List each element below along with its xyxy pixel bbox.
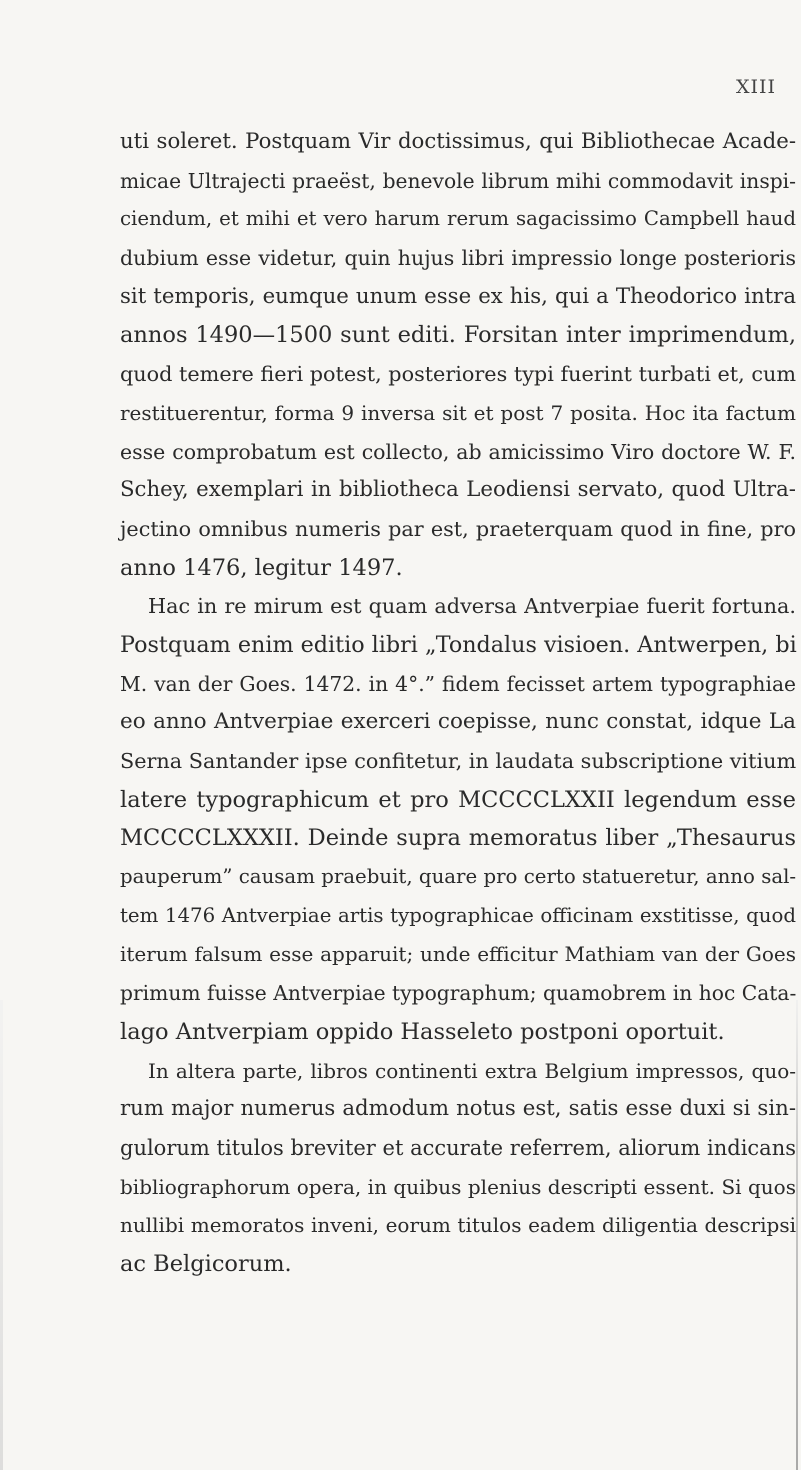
text-line: latere typographicum et pro MCCCCLXXII legendum esse (120, 786, 796, 813)
text-line: jectino omnibus numeris par est, praeterquam quod in fine, pro (120, 516, 796, 541)
text-line: esse comprobatum est collecto, ab amicissimo Viro doctore W. F. (120, 439, 796, 464)
text-line: micae Ultrajecti praeëst, benevole librum mihi commodavit inspi- (120, 168, 796, 193)
page-edge-right (796, 1000, 798, 1470)
text-line: eo anno Antverpiae exerceri coepisse, nunc constat, idque La (120, 709, 796, 735)
text-line: Postquam enim editio libri „Tondalus visioen. Antwerpen, bi (120, 631, 797, 658)
text-line: MCCCCLXXXII. Deinde supra memoratus liber „Thesaurus (120, 825, 796, 852)
text-line: Serna Santander ipse confitetur, in laudata subscriptione vitium (120, 749, 797, 773)
text-line: sit temporis, eumque unum esse ex his, qui a Theodorico intra (120, 283, 796, 309)
paragraph-end-line: anno 1476, legitur 1497. (120, 554, 403, 581)
text-line: tem 1476 Antverpiae artis typographicae officinam exstitisse, quod (120, 903, 796, 927)
paragraph-end-line: ac Belgicorum. (120, 1250, 292, 1277)
text-line: uti soleret. Postquam Vir doctissimus, qui Bibliothecae Acade- (120, 129, 796, 154)
text-line: pauperum” causam praebuit, quare pro certo statueretur, anno sal- (120, 865, 797, 889)
text-line: nullibi memoratos inveni, eorum titulos eadem diligentia descripsi (120, 1213, 796, 1238)
text-line: M. van der Goes. 1472. in 4°.” fidem fecisset artem typographiae (120, 671, 796, 696)
paragraph-start-line: In altera parte, libros continenti extra Belgium impressos, quo- (148, 1058, 796, 1083)
page-edge-left (0, 1000, 3, 1470)
page-number: XIII (735, 76, 776, 98)
paragraph-start-line: Hac in re mirum est quam adversa Antverpiae fuerit fortuna. (148, 594, 796, 619)
text-line: primum fuisse Antverpiae typographum; quamobrem in hoc Cata- (120, 981, 797, 1006)
text-line: restituerentur, forma 9 inversa sit et post 7 posita. Hoc ita factum (120, 400, 796, 425)
text-line: annos 1490—1500 sunt editi. Forsitan inter imprimendum, (120, 322, 796, 349)
text-line: quod temere fieri potest, posteriores typi fuerint turbati et, cum (120, 362, 796, 387)
text-line: rum major numerus admodum notus est, satis esse duxi si sin- (120, 1096, 796, 1122)
text-line: bibliographorum opera, in quibus plenius descripti essent. Si quos (120, 1174, 796, 1199)
text-line: Schey, exemplari in bibliotheca Leodiensi servato, quod Ultra- (120, 477, 796, 503)
text-line: gulorum titulos breviter et accurate referrem, aliorum indicans (120, 1135, 796, 1160)
body-text (120, 123, 796, 1284)
paragraph-end-line: lago Antverpiam oppido Hasseleto postponi oportuit. (120, 1018, 725, 1045)
text-line: iterum falsum esse apparuit; unde efficitur Mathiam van der Goes (120, 942, 796, 967)
text-line: ciendum, et mihi et vero harum rerum sagacissimo Campbell haud (120, 207, 796, 231)
text-line: dubium esse videtur, quin hujus libri impressio longe posterioris (120, 246, 796, 271)
